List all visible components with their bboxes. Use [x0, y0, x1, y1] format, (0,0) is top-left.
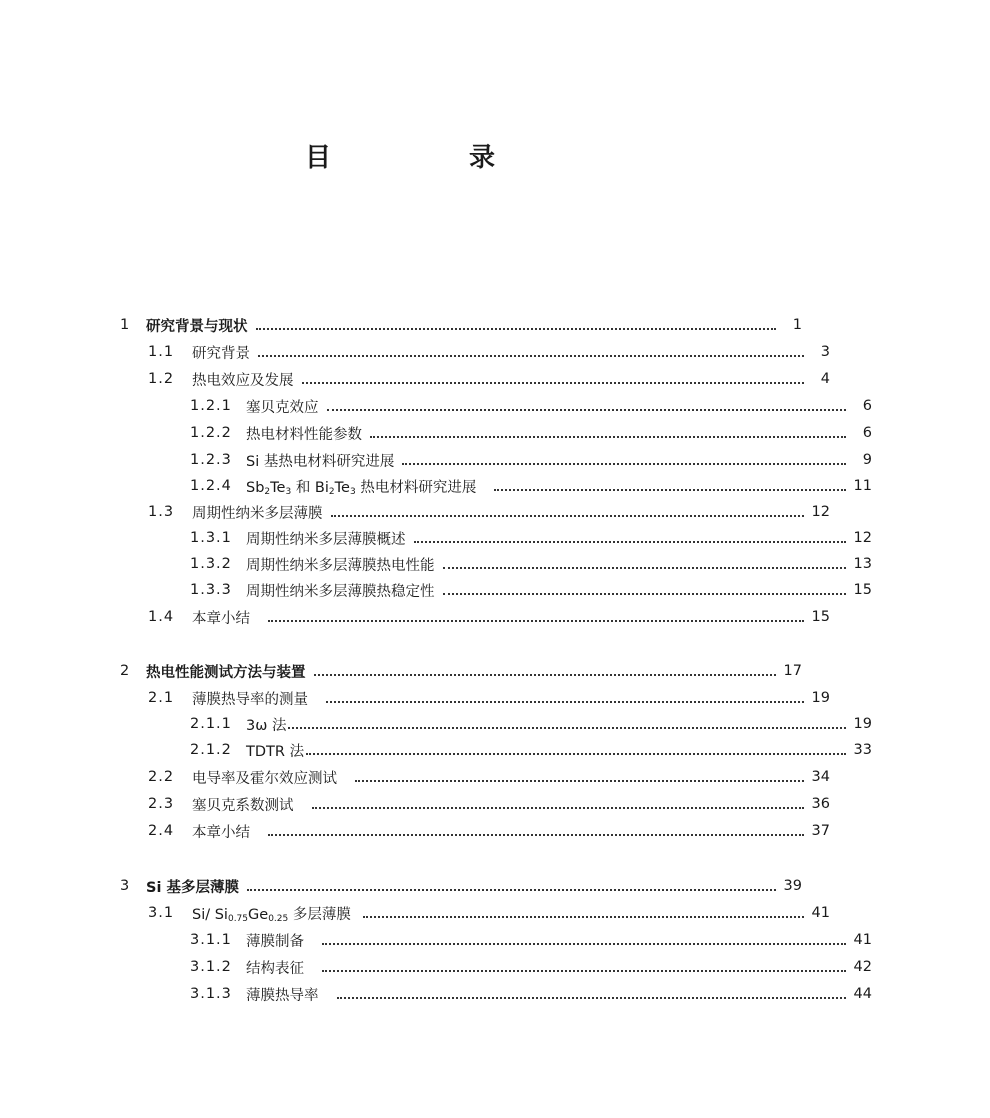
toc-number: 3.1.2	[190, 959, 232, 975]
leader-dots	[327, 408, 847, 411]
leader-dots	[247, 888, 776, 891]
toc-number: 1.1	[148, 344, 175, 360]
toc-entry[interactable]	[0, 500, 948, 524]
toc-entry[interactable]	[0, 313, 920, 337]
toc-number: 3.1.3	[190, 986, 232, 1002]
toc-number: 1.4	[148, 609, 175, 625]
toc-label: 热电效应及发展	[192, 372, 294, 389]
leader-dots	[402, 462, 846, 465]
toc-label: 周期性纳米多层薄膜热电性能	[246, 557, 435, 574]
toc-page-number: 39	[783, 878, 802, 894]
toc-number: 1.3	[148, 504, 175, 520]
toc-number: 2.3	[148, 796, 175, 812]
toc-number: 3	[120, 878, 131, 894]
toc-page-number: 41	[811, 905, 830, 921]
leader-dots	[268, 833, 804, 836]
toc-label: 本章小结	[192, 824, 250, 841]
toc-number: 1.2.4	[190, 478, 232, 494]
toc-label: Si/ $Si_{0.75}Ge_{0.25}$ 多层薄膜	[192, 906, 351, 924]
toc-label: 结构表征	[246, 960, 304, 977]
toc-number: 1.2.3	[190, 452, 232, 468]
leader-dots	[306, 752, 846, 755]
toc-entry[interactable]	[0, 901, 948, 925]
toc-number: 1.3.1	[190, 530, 232, 546]
toc-entry[interactable]	[0, 448, 990, 472]
toc-page-number: 3	[820, 344, 830, 360]
toc-label: $Sb_2Te_3$ 和 $Bi_2Te_3$ 热电材料研究进展	[246, 479, 477, 497]
toc-page-number: 15	[853, 582, 872, 598]
toc-label: 薄膜热导率的测量	[192, 691, 308, 708]
toc-entry[interactable]	[0, 474, 990, 498]
toc-entry[interactable]	[0, 955, 990, 979]
leader-dots	[443, 566, 847, 569]
leader-dots	[302, 381, 805, 384]
leader-dots	[370, 435, 846, 438]
leader-dots	[414, 540, 847, 543]
toc-page-number: 6	[862, 425, 872, 441]
toc-entry[interactable]	[0, 605, 948, 629]
toc-page-number: 9	[862, 452, 872, 468]
toc-label: Si 基多层薄膜	[146, 879, 239, 896]
toc-label: 周期性纳米多层薄膜概述	[246, 531, 406, 548]
toc-entry[interactable]	[0, 526, 990, 550]
toc-entry[interactable]	[0, 982, 990, 1006]
toc-label: 周期性纳米多层薄膜热稳定性	[246, 583, 435, 600]
toc-entry[interactable]	[0, 819, 948, 843]
toc-label: 3ω 法	[246, 717, 287, 734]
toc-entry[interactable]	[0, 738, 990, 762]
leader-dots	[326, 700, 804, 703]
leader-dots	[268, 619, 804, 622]
toc-label: TDTR 法	[246, 743, 305, 760]
toc-number: 1.3.2	[190, 556, 232, 572]
toc-label: 薄膜制备	[246, 933, 304, 950]
toc-number: 2	[120, 663, 131, 679]
toc-entry[interactable]	[0, 421, 990, 445]
leader-dots	[331, 514, 805, 517]
toc-number: 1	[120, 317, 131, 333]
toc-page-number: 4	[820, 371, 830, 387]
toc-number: 2.1.1	[190, 716, 232, 732]
toc-entry[interactable]	[0, 367, 948, 391]
toc-number: 2.2	[148, 769, 175, 785]
toc-number: 1.3.3	[190, 582, 232, 598]
toc-label: 塞贝克系数测试	[192, 797, 294, 814]
toc-page-number: 1	[792, 317, 802, 333]
toc-number: 1.2.1	[190, 398, 232, 414]
toc-entry[interactable]	[0, 340, 948, 364]
toc-page-number: 11	[853, 478, 872, 494]
toc-page-number: 6	[862, 398, 872, 414]
toc-label: 热电性能测试方法与装置	[146, 664, 306, 681]
toc-entry[interactable]	[0, 765, 948, 789]
toc-page-number: 12	[853, 530, 872, 546]
leader-dots	[258, 354, 804, 357]
page-title: 目 录	[304, 143, 551, 173]
toc-page-number: 44	[853, 986, 872, 1002]
toc-entry[interactable]	[0, 659, 920, 683]
leader-dots	[337, 996, 847, 999]
toc-label: 本章小结	[192, 610, 250, 627]
toc-label: 周期性纳米多层薄膜	[192, 505, 323, 522]
toc-page-number: 37	[811, 823, 830, 839]
leader-dots	[494, 488, 846, 491]
leader-dots	[363, 915, 804, 918]
toc-number: 1.2	[148, 371, 175, 387]
toc-page-number: 12	[811, 504, 830, 520]
toc-page-number: 34	[811, 769, 830, 785]
toc-number: 2.1.2	[190, 742, 232, 758]
leader-dots	[322, 969, 846, 972]
toc-label: 热电材料性能参数	[246, 426, 362, 443]
toc-number: 2.1	[148, 690, 175, 706]
toc-entry[interactable]	[0, 928, 990, 952]
toc-number: 3.1.1	[190, 932, 232, 948]
toc-entry[interactable]	[0, 712, 990, 736]
toc-page-number: 36	[811, 796, 830, 812]
toc-page-number: 19	[853, 716, 872, 732]
toc-entry[interactable]	[0, 552, 990, 576]
toc-number: 1.2.2	[190, 425, 232, 441]
toc-label: 薄膜热导率	[246, 987, 319, 1004]
leader-dots	[288, 726, 846, 729]
leader-dots	[312, 806, 805, 809]
toc-page-number: 42	[853, 959, 872, 975]
leader-dots	[322, 942, 846, 945]
leader-dots	[314, 673, 777, 676]
toc-entry[interactable]	[0, 394, 990, 418]
toc-page-number: 17	[783, 663, 802, 679]
toc-page-number: 13	[853, 556, 872, 572]
leader-dots	[256, 327, 777, 330]
leader-dots	[355, 779, 804, 782]
toc-entry[interactable]	[0, 874, 920, 898]
toc-label: 研究背景与现状	[146, 318, 248, 335]
toc-label: 研究背景	[192, 345, 250, 362]
toc-label: 塞贝克效应	[246, 399, 319, 416]
toc-number: 3.1	[148, 905, 175, 921]
toc-page-number: 15	[811, 609, 830, 625]
toc-number: 2.4	[148, 823, 175, 839]
toc-page-number: 33	[853, 742, 872, 758]
toc-entry[interactable]	[0, 792, 948, 816]
toc-page-number: 41	[853, 932, 872, 948]
toc-entry[interactable]	[0, 686, 948, 710]
leader-dots	[443, 592, 847, 595]
toc-page-number: 19	[811, 690, 830, 706]
toc-label: 电导率及霍尔效应测试	[192, 770, 337, 787]
toc-label: Si 基热电材料研究进展	[246, 453, 395, 470]
toc-entry[interactable]	[0, 578, 990, 602]
